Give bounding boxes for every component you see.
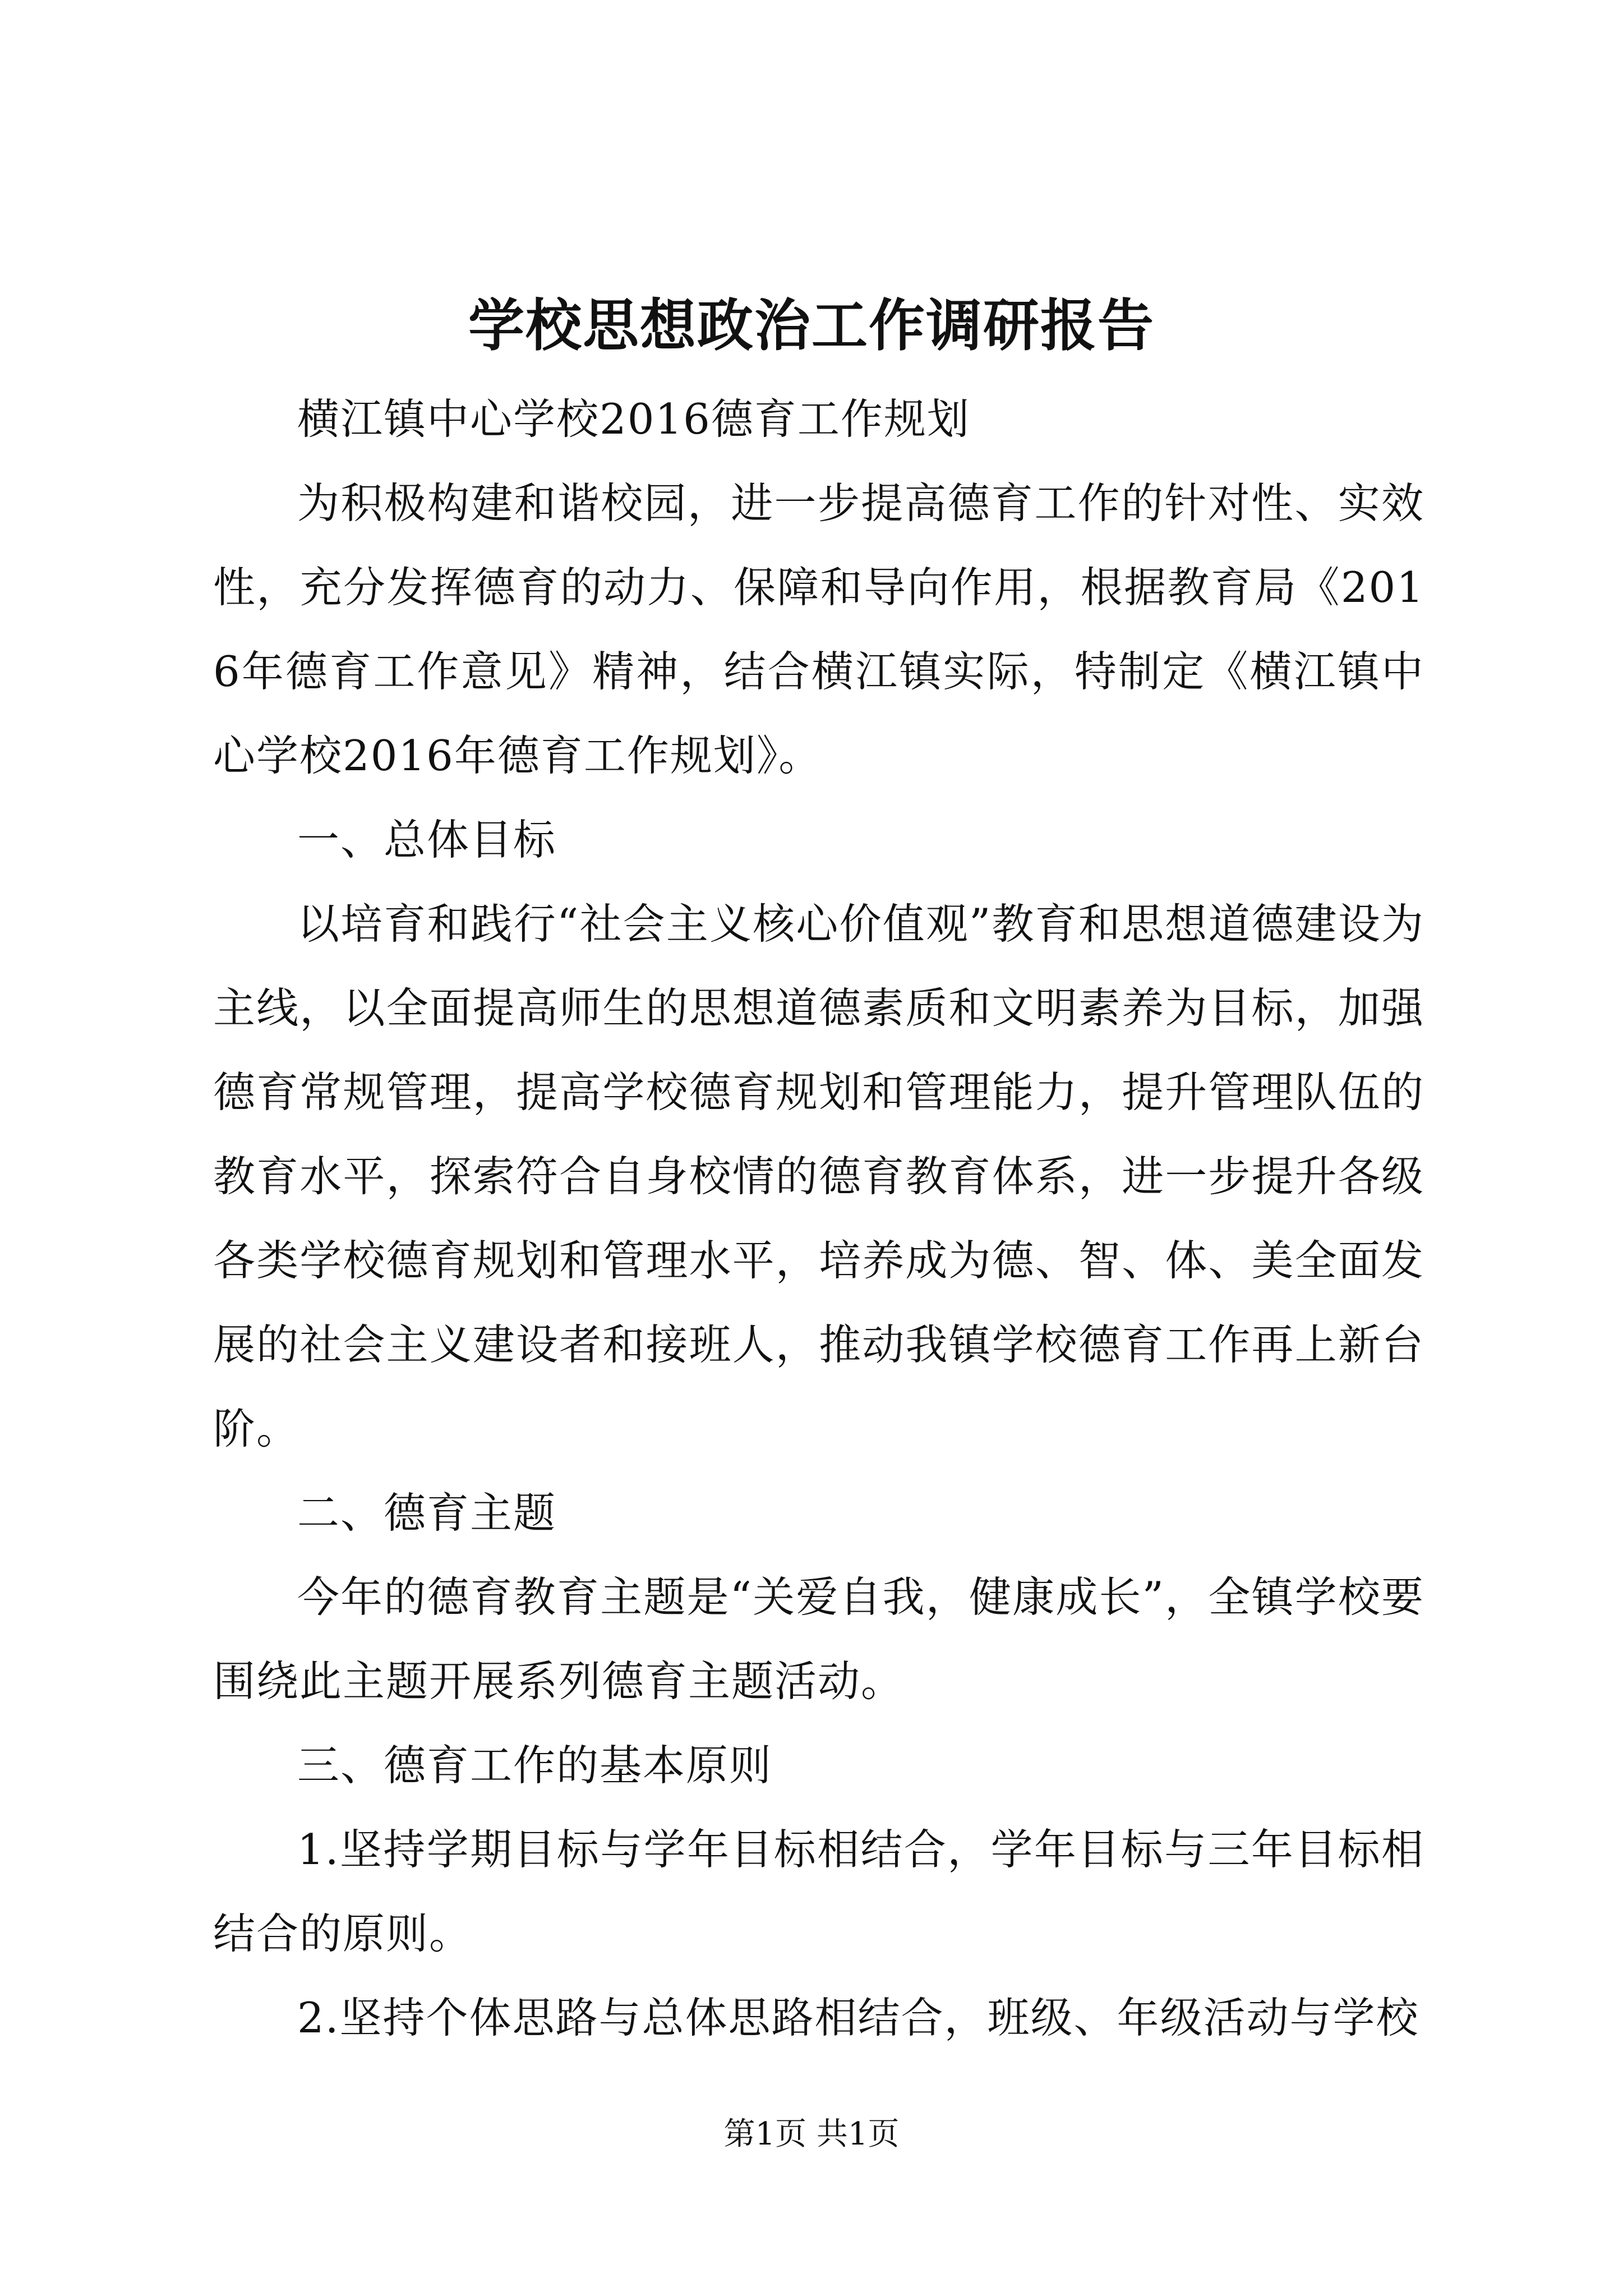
list-item-2: 2.坚持个体思路与总体思路相结合，班级、年级活动与学校 [297,1993,1419,2042]
page-footer: 第1页 共1页 [723,2116,900,2152]
paragraph-subtitle: 横江镇中心学校2016德育工作规划 [297,394,970,444]
paragraph-intro: 为积极构建和谐校园，进一步提高德育工作的针对性、实效性，充分发挥德育的动力、保障和导向作用，根据教育局《2016年德育工作意见》精神，结合横江镇实际，特制定《横江镇中心学校2016年德育工作规划》。 [213,478,1424,780]
paragraph-section-1: 以培育和践行“社会主义核心价值观”教育和思想道德建设为主线，以全面提高师生的思想道德素质和文明素养为目标，加强德育常规管理，提高学校德育规划和管理能力，提升管理队伍的教育水平，探索符合自身校情的德育教育体系，进一步提升各级各类学校德育规划和管理水平，培养成为德、智、体、美全面发展的社会主义建设者和接班人，推动我镇学校德育工作再上新台阶。 [213,899,1424,1453]
list-item-1: 1.坚持学期目标与学年目标相结合，学年目标与三年目标相结合的原则。 [213,1825,1424,1958]
document-body [213,377,1424,2060]
document-title: 学校思想政治工作调研报告 [468,292,1155,358]
section-heading-3: 三、德育工作的基本原则 [297,1741,773,1790]
section-heading-1: 一、总体目标 [297,815,557,864]
paragraph-section-2: 今年的德育教育主题是“关爱自我，健康成长”，全镇学校要围绕此主题开展系列德育主题活动。 [213,1572,1424,1706]
section-heading-2: 二、德育主题 [297,1488,557,1538]
